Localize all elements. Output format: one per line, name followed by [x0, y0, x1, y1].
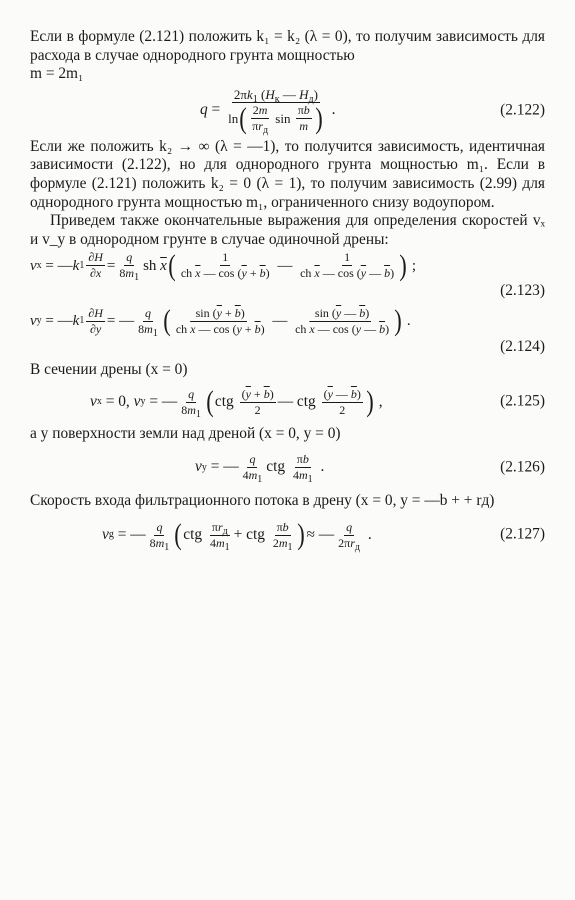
equation-number: (2.126) [500, 458, 545, 476]
equation-number: (2.127) [500, 526, 545, 544]
equation-2-124: v y = — k 1 $\frac{\partial H}{\partial y}$ = — $\frac{q}{8m_1}$ ( $\frac{\sin (\overline{y} + \overline{b})}{ch \overline{x} — \cos (\overline{y} + \overline{b})}$ — $\frac{\sin (\overline{y} — \overline{b})}{ch \overline{x} — \cos (\overline{y} — \overline{b})}$ ) . (2.124) [30, 304, 545, 355]
page [30, 28, 545, 560]
equation-number: (2.124) [500, 337, 545, 355]
equation-2-125: v x = 0, v y = — $\frac{q}{8m_1}$ ( ctg $\frac{(\overline{y} + \overline{b})}{2}$ — ctg $\frac{(\overline{y} — \overline{b})}{2}$ ) , (2.125) [90, 385, 545, 420]
paragraph-6: Скорость входа фильтрационного потока в дрену (x = 0, y = —b + + rд) [30, 491, 495, 509]
equation-2-126: v y = — $\frac{q}{4m_1}$ ctg $\frac{\pi b}{4m_1}$ . (2.126) [195, 452, 545, 486]
paragraph-3: Приведем также окончательные выражения для определения скоростей vₓ и v_y в однородном грунте в случае одиночной дрены: [30, 212, 545, 248]
equation-number: (2.125) [500, 392, 545, 410]
paragraph-4: В сечении дрены (x = 0) [30, 360, 188, 378]
paragraph-5: а у поверхности земли над дреной (x = 0, y = 0) [30, 425, 341, 443]
paragraph-2: Если же положить k₂ → ∞ (λ = —1), то получится зависимость, идентичная зависимости (2.122), но для однородного грунта мощностью m₁. Если в формуле (2.121) положить k₂ = 0 (λ = 1), то получим зависимость (2.99) для однородного грунта мощностью m₁, ограниченного снизу водоупором. [30, 137, 545, 211]
equation-2-122: q = $2\pi k_1$ ($H_к$ — $H_д$) ln ( $\frac{2m}{\pi r_д}$ sin $\frac{\pi b}{m}$ ) . (2.122) [200, 87, 545, 137]
paragraph-1-text: Если в формуле (2.121) положить k₁ = k₂ (λ = 0), то получим зависимость для расхода в случае однородного грунта мощностью [30, 28, 545, 64]
paragraph-1-tail: m = 2m₁ [30, 65, 84, 83]
equation-2-127: v g = — $\frac{q}{8m_1}$ ( ctg $\frac{\pi r_д}{4m_1}$ + ctg $\frac{\pi b}{2m_1}$ ) ≈ — $\frac{q}{2\pi r_д}$ . (2.127) [102, 518, 545, 553]
equation-2-123: v x = — k 1 $\frac{\partial H}{\partial x}$ = $\frac{q}{8m_1}$ sh $\overline{x}$ ( $\frac{1}{ch \overline{x} — \cos (\overline{y} + \overline{b})}$ — $\frac{1}{ch \overline{x} — \cos (\overline{y} — \overline{b})}$ ) ; (2.123) [30, 248, 545, 300]
equation-number: (2.123) [500, 282, 545, 300]
equation-number: (2.122) [500, 101, 545, 119]
paragraph-1 [30, 28, 545, 84]
